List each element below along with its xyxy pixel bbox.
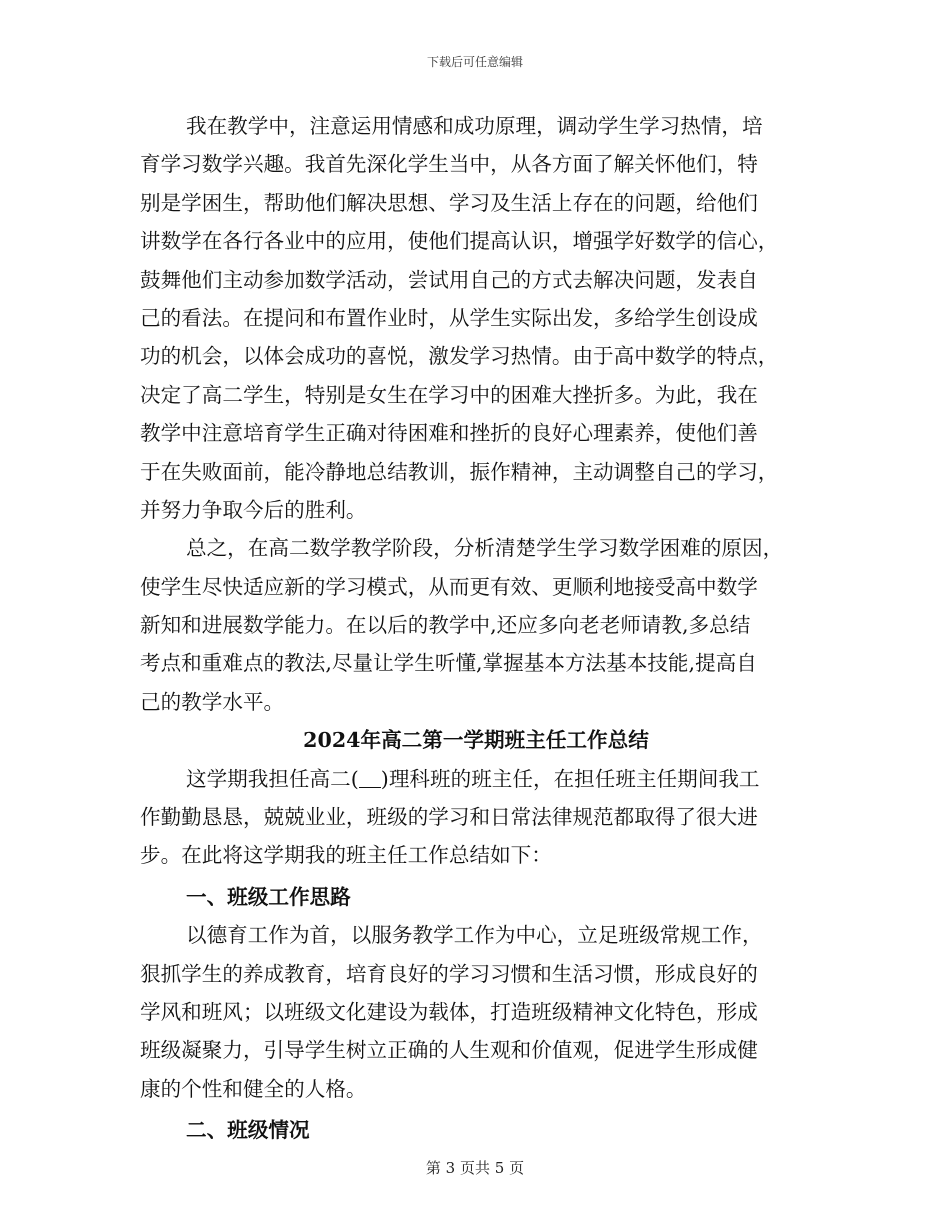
paragraph-line: 我在教学中，注意运用情感和成功原理，调动学生学习热情，培	[186, 114, 763, 138]
paragraph-intro	[140, 760, 812, 875]
section-title: 2024年高二第一学期班主任工作总结	[303, 728, 649, 753]
page-header: 下载后可任意编辑	[426, 55, 523, 69]
paragraph-line: 讲数学在各行各业中的应用，使他们提高认识，增强学好数学的信心，	[140, 229, 779, 254]
paragraph-teaching-methods	[140, 107, 812, 529]
paragraph-line: 己的看法。在提问和布置作业时，从学生实际出发，多给学生创设成	[140, 305, 758, 330]
paragraph-work-approach	[140, 916, 812, 1108]
paragraph-line: 己的教学水平。	[140, 689, 285, 714]
heading-class-situation: 二、班级情况	[186, 1118, 310, 1143]
paragraph-line: 功的机会，以体会成功的喜悦，激发学习热情。由于高中数学的特点，	[140, 344, 779, 369]
paragraph-line: 育学习数学兴趣。我首先深化学生当中，从各方面了解关怀他们，特	[140, 152, 758, 177]
intro-text-after: )理科班的班主任，在担任班主任期间我工	[380, 766, 760, 791]
document-body	[140, 107, 812, 1150]
paragraph-line: 新知和进展数学能力。在以后的教学中,还应多向老老师请教,多总结	[140, 613, 751, 638]
paragraph-line: 并努力争取今后的胜利。	[140, 497, 367, 522]
paragraph-line	[140, 760, 812, 798]
paragraph-line: 决定了高二学生，特别是女生在学习中的困难大挫折多。为此，我在	[140, 382, 758, 407]
paragraph-line: 考点和重难点的教法,尽量让学生听懂,掌握基本方法基本技能,提高自	[140, 651, 757, 676]
paragraph-line: 康的个性和健全的人格。	[140, 1076, 367, 1101]
paragraph-line: 教学中注意培育学生正确对待困难和挫折的良好心理素养，使他们善	[140, 421, 758, 446]
paragraph-line: 作勤勤恳恳，兢兢业业，班级的学习和日常法律规范都取得了很大进	[140, 805, 758, 830]
paragraph-line: 使学生尽快适应新的学习模式，从而更有效、更顺利地接受高中数学	[140, 574, 758, 599]
paragraph-line: 于在失败面前，能冷静地总结教训，振作精神，主动调整自己的学习，	[140, 459, 779, 484]
paragraph-line: 学风和班风；以班级文化建设为载体，打造班级精神文化特色，形成	[140, 999, 758, 1024]
heading-work-approach: 一、班级工作思路	[186, 884, 351, 909]
paragraph-line: 班级凝聚力，引导学生树立正确的人生观和价值观，促进学生形成健	[140, 1038, 758, 1063]
paragraph-line: 鼓舞他们主动参加数学活动，尝试用自己的方式去解决问题，发表自	[140, 267, 758, 292]
paragraph-line: 总之，在高二数学教学阶段，分析清楚学生学习数学困难的原因，	[186, 536, 784, 561]
paragraph-line: 以德育工作为首，以服务教学工作为中心，立足班级常规工作，	[186, 923, 763, 948]
paragraph-line: 狠抓学生的养成教育，培育良好的学习习惯和生活习惯，形成良好的	[140, 961, 758, 986]
intro-text-before: 这学期我担任高二(	[186, 766, 359, 791]
paragraph-summary	[140, 529, 812, 721]
paragraph-line: 别是学困生，帮助他们解决思想、学习及生活上存在的问题，给他们	[140, 190, 758, 215]
page-footer: 第 3 页共 5 页	[425, 1159, 525, 1177]
class-number-blank	[359, 765, 381, 788]
paragraph-line: 步。在此将这学期我的班主任工作总结如下：	[140, 843, 552, 868]
